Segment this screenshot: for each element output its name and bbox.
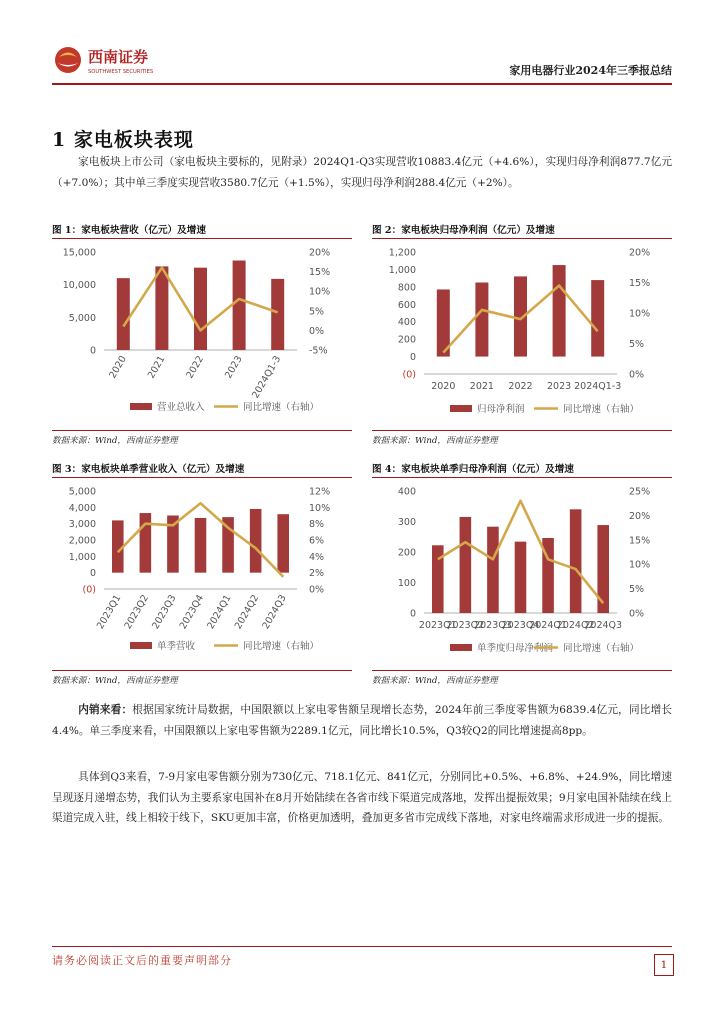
y-right-tick-label: 10% bbox=[309, 502, 331, 514]
y-right-tick-label: 20% bbox=[629, 510, 651, 522]
x-tick-label: 2024Q3 bbox=[584, 620, 623, 631]
figure-3-top-rule bbox=[52, 477, 352, 478]
y-left-tick-label: (0) bbox=[402, 369, 416, 381]
figure-4-top-rule bbox=[372, 477, 672, 478]
y-left-tick-label: 5,000 bbox=[68, 486, 96, 498]
y-right-tick-label: 0% bbox=[629, 369, 645, 381]
y-right-tick-label: 10% bbox=[629, 308, 651, 320]
figure-4-bottom-rule bbox=[372, 670, 672, 671]
figure-1-chart bbox=[52, 240, 352, 425]
legend-bar-label: 营业总收入 bbox=[157, 402, 205, 413]
y-left-tick-label: 0 bbox=[89, 568, 96, 580]
legend-bar-swatch bbox=[450, 405, 472, 412]
figure-2-top-rule bbox=[372, 238, 672, 239]
y-right-tick-label: 20% bbox=[309, 247, 331, 259]
legend-line-label: 同比增速（右轴） bbox=[563, 404, 640, 415]
y-right-tick-label: 15% bbox=[629, 535, 651, 547]
y-left-tick-label: (0) bbox=[82, 584, 96, 596]
legend-line-label: 同比增速（右轴） bbox=[563, 643, 640, 654]
y-right-tick-label: 25% bbox=[629, 486, 651, 498]
y-left-tick-label: 4,000 bbox=[68, 502, 96, 514]
x-tick-label: 2023Q2 bbox=[122, 593, 151, 632]
y-right-tick-label: 5% bbox=[629, 339, 645, 350]
footer-divider bbox=[52, 946, 672, 947]
figure-3-bottom-rule bbox=[52, 670, 352, 671]
y-left-tick-label: 400 bbox=[397, 317, 416, 329]
y-right-tick-label: 10% bbox=[629, 559, 651, 571]
x-tick-label: 2024Q1-3 bbox=[250, 354, 284, 401]
y-left-tick-label: 0 bbox=[409, 352, 416, 364]
figure-3-chart bbox=[52, 479, 352, 664]
x-tick-label: 2020 bbox=[431, 381, 456, 392]
bar bbox=[570, 509, 582, 613]
y-right-tick-label: -5% bbox=[309, 345, 328, 357]
legend-bar-swatch bbox=[130, 403, 152, 410]
bar bbox=[553, 265, 566, 356]
y-left-tick-label: 5,000 bbox=[68, 312, 96, 324]
bar bbox=[271, 279, 284, 350]
bar bbox=[140, 513, 152, 573]
y-right-tick-label: 20% bbox=[629, 247, 651, 259]
report-title: 家用电器行业2024年三季报总结 bbox=[509, 64, 672, 77]
x-tick-label: 2023Q4 bbox=[501, 620, 540, 631]
y-right-tick-label: 5% bbox=[629, 584, 645, 596]
page-number: 1 bbox=[654, 954, 674, 976]
bar bbox=[277, 514, 289, 572]
chart-svg bbox=[372, 240, 672, 425]
figure-3-title: 图 3：家电板块单季营业收入（亿元）及增速 bbox=[52, 464, 245, 475]
x-tick-label: 2022 bbox=[508, 381, 533, 392]
q3-detail-paragraph bbox=[52, 767, 672, 829]
y-right-tick-label: 4% bbox=[309, 551, 325, 563]
header-divider bbox=[52, 83, 672, 85]
y-left-tick-label: 100 bbox=[397, 578, 416, 589]
y-left-tick-label: 200 bbox=[397, 334, 416, 346]
y-left-tick-label: 3,000 bbox=[68, 519, 96, 531]
page-header bbox=[52, 40, 672, 82]
y-left-tick-label: 10,000 bbox=[62, 280, 96, 292]
x-tick-label: 2021 bbox=[469, 381, 494, 392]
x-tick-label: 2024Q1 bbox=[529, 620, 567, 631]
figure-4-title: 图 4：家电板块单季归母净利润（亿元）及增速 bbox=[372, 464, 574, 475]
x-tick-label: 2024Q3 bbox=[260, 593, 289, 632]
legend-bar-swatch bbox=[130, 642, 152, 649]
domestic-sales-paragraph bbox=[52, 700, 672, 741]
x-tick-label: 2024Q2 bbox=[232, 593, 262, 632]
y-left-tick-label: 0 bbox=[409, 608, 416, 620]
bar bbox=[117, 278, 130, 350]
bar bbox=[460, 517, 472, 613]
legend-bar-label: 归母净利润 bbox=[477, 404, 525, 415]
y-left-tick-label: 200 bbox=[397, 547, 416, 559]
company-logo bbox=[52, 40, 202, 80]
figure-1-top-rule bbox=[52, 238, 352, 239]
q3-detail-text: 具体到Q3来看，7-9月家电零售额分别为730亿元、718.1亿元、841亿元，分别同比+0.5%、+6.8%、+24.9%，同比增速呈现逐月递增态势，我们认为主要系家电国补在8月开始陆续在各省市线下渠道完成落地，发挥出提振效果；9月家电国补陆续在线上渠道完成入驻，线上相较于线下，SKU更加丰富，价格更加透明，叠加更多省市完成线下落地，对家电终端需求形成进一步的提振。 bbox=[52, 771, 672, 824]
legend-line-label: 同比增速（右轴） bbox=[243, 402, 320, 413]
bar bbox=[155, 266, 168, 350]
figure-2-chart bbox=[372, 240, 672, 425]
y-left-tick-label: 400 bbox=[397, 486, 416, 498]
x-tick-label: 2024Q1-3 bbox=[574, 381, 622, 392]
x-tick-label: 2023Q2 bbox=[446, 620, 485, 631]
y-left-tick-label: 600 bbox=[397, 299, 416, 311]
bar bbox=[233, 260, 246, 350]
x-tick-label: 2023Q3 bbox=[474, 620, 512, 631]
y-right-tick-label: 0% bbox=[629, 608, 645, 620]
y-right-tick-label: 2% bbox=[309, 568, 325, 580]
x-tick-label: 2023Q3 bbox=[150, 593, 179, 632]
y-left-tick-label: 0 bbox=[89, 345, 96, 357]
bar bbox=[515, 542, 527, 613]
y-right-tick-label: 5% bbox=[309, 306, 325, 318]
logo-mark bbox=[52, 40, 202, 80]
figure-2-bottom-rule bbox=[372, 430, 672, 431]
y-right-tick-label: 6% bbox=[309, 535, 325, 547]
x-tick-label: 2020 bbox=[107, 354, 129, 381]
bar bbox=[591, 280, 604, 356]
y-right-tick-label: 15% bbox=[629, 278, 651, 289]
y-left-tick-label: 300 bbox=[397, 517, 416, 528]
x-tick-label: 2023Q4 bbox=[177, 593, 207, 632]
x-tick-label: 2023Q1 bbox=[418, 620, 457, 631]
bar bbox=[195, 518, 207, 573]
y-left-tick-label: 2,000 bbox=[68, 535, 96, 547]
domestic-sales-text: 根据国家统计局数据，中国限额以上家电零售额呈现增长态势，2024年前三季度零售额为6839.4亿元，同比增长4.4%。单三季度来看，中国限额以上家电零售额为2289.1亿元，同比增长10.5%，Q3较Q2的同比增速提高8pp。 bbox=[52, 704, 672, 737]
y-right-tick-label: 0% bbox=[309, 325, 325, 337]
y-right-tick-label: 8% bbox=[309, 519, 325, 531]
y-right-tick-label: 12% bbox=[309, 486, 331, 498]
y-right-tick-label: 15% bbox=[309, 267, 331, 279]
bar bbox=[194, 268, 207, 350]
x-tick-label: 2023 bbox=[547, 381, 572, 392]
figure-2-title: 图 2：家电板块归母净利润（亿元）及增速 bbox=[372, 225, 555, 236]
legend-bar-label: 单季度归母净利润 bbox=[477, 643, 554, 654]
intro-paragraph bbox=[52, 152, 672, 193]
legend-line-label: 同比增速（右轴） bbox=[243, 641, 320, 652]
y-left-tick-label: 15,000 bbox=[62, 247, 96, 259]
figure-4-chart bbox=[372, 479, 672, 664]
legend-bar-swatch bbox=[450, 644, 472, 651]
footer-disclaimer: 请务必阅读正文后的重要声明部分 bbox=[52, 954, 232, 967]
y-right-tick-label: 10% bbox=[309, 286, 331, 298]
figure-2-source: 数据来源：Wind，西南证券整理 bbox=[372, 436, 498, 446]
x-tick-label: 2022 bbox=[184, 354, 207, 381]
x-tick-label: 2024Q1 bbox=[205, 593, 234, 632]
x-tick-label: 2023 bbox=[223, 354, 245, 381]
bar bbox=[487, 527, 499, 613]
figure-1-title: 图 1：家电板块营收（亿元）及增速 bbox=[52, 225, 206, 236]
x-tick-label: 2021 bbox=[145, 354, 168, 381]
x-tick-label: 2024Q2 bbox=[556, 620, 595, 631]
figure-3-source: 数据来源：Wind，西南证券整理 bbox=[52, 676, 178, 686]
legend-bar-label: 单季营收 bbox=[157, 641, 196, 652]
figure-4-source: 数据来源：Wind，西南证券整理 bbox=[372, 676, 498, 686]
intro-text: 家电板块上市公司（家电板块主要标的，见附录）2024Q1-Q3实现营收10883.4亿元（+4.6%），实现归母净利润877.7亿元（+7.0%）；其中单三季度实现营收3580.7亿元（+1.5%），实现归母净利润288.4亿元（+2%）。 bbox=[52, 156, 672, 189]
logo-name: 西南证券 bbox=[88, 48, 149, 66]
y-left-tick-label: 1,000 bbox=[68, 551, 96, 563]
chart-svg bbox=[52, 240, 352, 425]
y-right-tick-label: 0% bbox=[309, 584, 325, 596]
bar bbox=[475, 283, 488, 357]
y-left-tick-label: 1,000 bbox=[388, 264, 416, 276]
bar bbox=[250, 509, 262, 573]
logo-subtitle: SOUTHWEST SECURITIES bbox=[88, 69, 154, 75]
chart-svg bbox=[52, 479, 352, 664]
figure-1-bottom-rule bbox=[52, 430, 352, 431]
y-left-tick-label: 800 bbox=[397, 282, 416, 294]
chart-svg bbox=[372, 479, 672, 664]
figure-1-source: 数据来源：Wind，西南证券整理 bbox=[52, 436, 178, 446]
domestic-sales-lead: 内销来看： bbox=[78, 704, 133, 716]
section-title: 1 家电板块表现 bbox=[52, 129, 194, 151]
x-tick-label: 2023Q1 bbox=[95, 593, 124, 632]
y-left-tick-label: 1,200 bbox=[388, 247, 416, 259]
